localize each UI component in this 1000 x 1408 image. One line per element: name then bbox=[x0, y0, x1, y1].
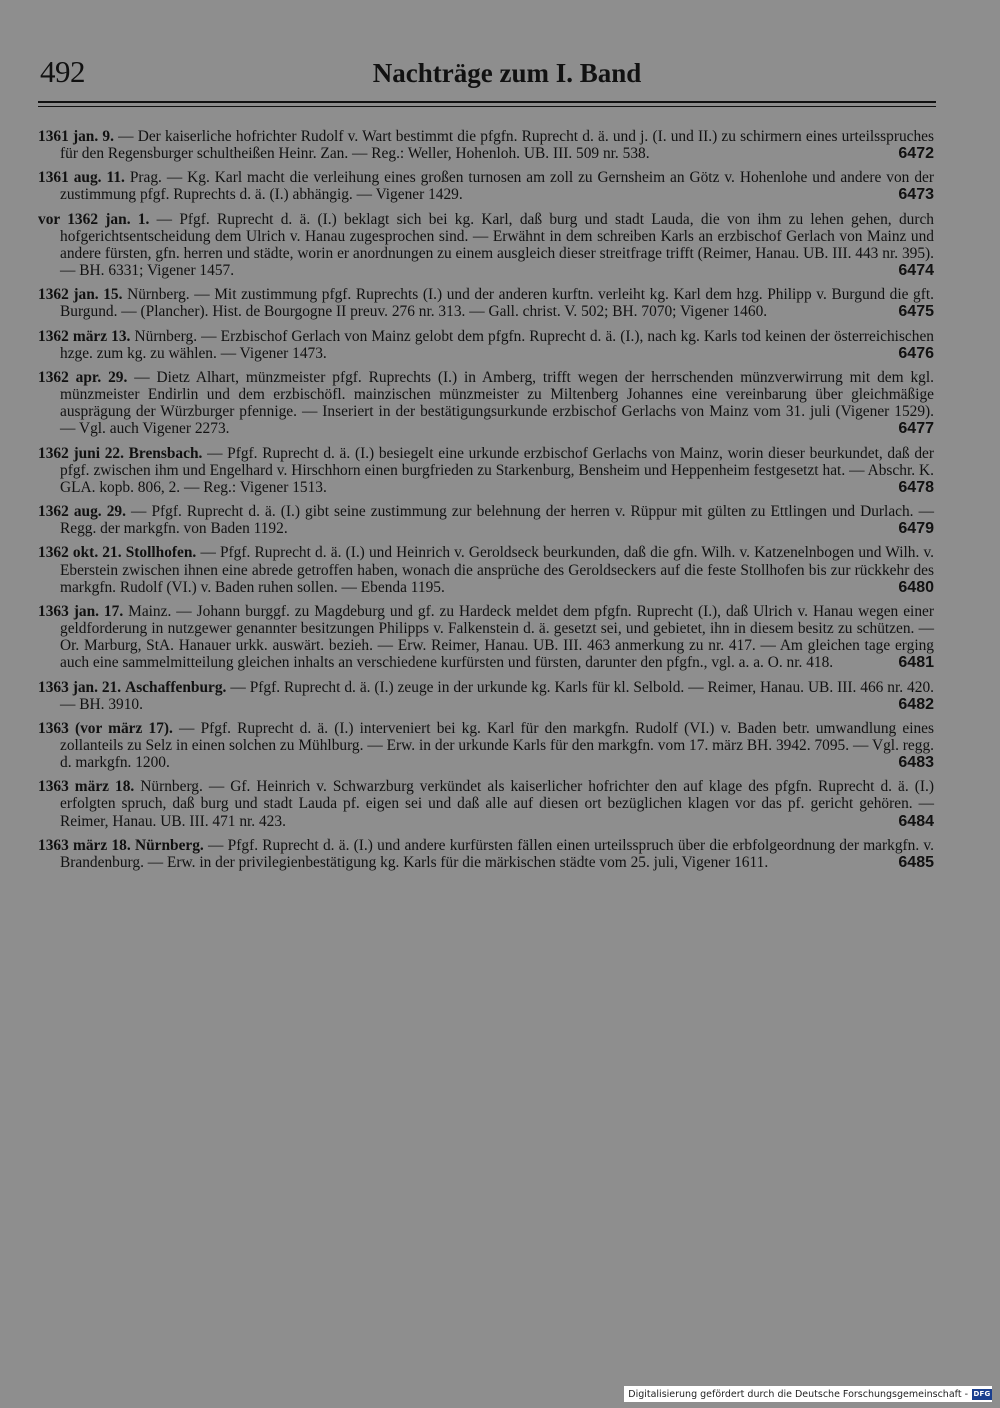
entry-number: 6478 bbox=[892, 479, 934, 496]
entry-number: 6485 bbox=[892, 854, 934, 871]
entry-text: — Pfgf. Ruprecht d. ä. (I.) und andere kurfürsten fällen einen urteilsspruch über die erbfolgeordnung der markgfn. v. Brandenburg. — Erw. in der privilegienbestätigung kg. Karls für die märkischen städte vom 25. juli, Vigener 1611. bbox=[60, 836, 934, 871]
entry-head bbox=[38, 503, 126, 520]
dfg-logo-icon: DFG bbox=[973, 1390, 991, 1398]
entry-text: — Mit zustimmung pfgf. Ruprechts (I.) und der anderen kurftn. verleiht kg. Karl dem hzg. Philipp v. Burgund die gft. Burgund. — (Plancher). Hist. de Bourgogne II preuv. 276 nr. 313. — Gall. christ. V. 502; BH. 7070; Vigener 1460. bbox=[60, 286, 934, 321]
header-rule-thick bbox=[38, 101, 936, 103]
entry-number: 6477 bbox=[892, 420, 934, 437]
regest-entry bbox=[38, 328, 934, 362]
entry-text: — Kg. Karl macht die verleihung eines großen turnosen am zoll zu Gernsheim an Götz v. Hohenlohe und andere von der zustimmung pfgf. Ruprechts d. ä. (I.) abhängig. — Vigener 1429. bbox=[60, 169, 934, 204]
regest-entry bbox=[38, 837, 934, 871]
entry-text: — Pfgf. Ruprecht d. ä. (I.) besiegelt eine urkunde erzbischof Gerlachs von Mainz, worin dieser beurkundet, daß der pfgf. zwischen ihm und Engelhard v. Hirschhorn einen burgfrieden zu Starkenburg, Bensheim und Heppenheim festgesetzt hat. — Abschr. K. GLA. kopb. 806, 2. — Reg.: Vigener 1513. bbox=[60, 444, 934, 496]
entry-place: Prag. bbox=[129, 169, 162, 187]
regest-entry bbox=[38, 445, 934, 496]
entry-head bbox=[38, 720, 173, 737]
entry-date: 1363 märz 18. bbox=[38, 836, 131, 854]
entry-number: 6475 bbox=[892, 303, 934, 320]
entry-head bbox=[38, 778, 203, 795]
entry-head bbox=[38, 211, 149, 228]
entry-place: Nürnberg. bbox=[134, 836, 204, 854]
page-number: 492 bbox=[40, 54, 85, 89]
entry-text: — Pfgf. Ruprecht d. ä. (I.) interveniert bei kg. Karl für den markgfn. Rudolf (VI.) v. Baden betr. umwandlung eines zollanteils zu Selz in einen solchen zu Mühlburg. — Erw. in der urkunde Karls für den markgfn. vom 17. märz BH. 3942. 7095. — Vgl. regg. d. markgfn. 1200. bbox=[60, 719, 934, 772]
entry-place: Nürnberg. bbox=[140, 778, 203, 796]
entry-text: — Pfgf. Ruprecht d. ä. (I.) und Heinrich v. Geroldseck beurkunden, daß die gfn. Wilh. v. Katzenelnbogen und Wilh. v. Eberstein zwischen ihnen eine abrede getroffen haben, wonach die ansprüche des Geroldseckers auf die feste Stollhofen bis zur rückkehr des markgfn. Rudolf (VI.) v. Baden ruhen sollen. — Ebenda 1195. bbox=[60, 544, 934, 596]
entry-head bbox=[38, 128, 114, 145]
entry-number: 6480 bbox=[892, 579, 934, 596]
entry-place: Aschaffenburg. bbox=[125, 678, 227, 696]
entry-place: Nürnberg. bbox=[134, 327, 198, 345]
regest-entry bbox=[38, 679, 934, 713]
entry-text: — Der kaiserliche hofrichter Rudolf v. Wart bestimmt die pfgfn. Ruprecht d. ä. und j. (I. und II.) zu schirmern eines urteilsspruches für den Regensburger schultheißen Heinr. Zan. — Reg.: Weller, Hohenloh. UB. III. 509 nr. 538. bbox=[60, 128, 934, 163]
entry-head bbox=[38, 679, 226, 696]
regest-entry bbox=[38, 503, 934, 537]
regesta-entries bbox=[38, 128, 934, 878]
footer-credit bbox=[624, 1386, 992, 1402]
entry-date: 1363 jan. 17. bbox=[38, 602, 124, 620]
entry-date: 1363 jan. 21. bbox=[38, 678, 122, 696]
regest-entry bbox=[38, 128, 934, 162]
entry-head bbox=[38, 603, 171, 620]
header-rule-thin bbox=[38, 106, 936, 107]
entry-head bbox=[38, 837, 204, 854]
entry-date: 1361 aug. 11. bbox=[38, 169, 125, 187]
entry-date: 1361 jan. 9. bbox=[38, 128, 114, 145]
entry-number: 6473 bbox=[892, 186, 934, 203]
entry-number: 6481 bbox=[892, 654, 934, 671]
entry-head bbox=[38, 369, 127, 386]
page-header bbox=[38, 52, 936, 100]
entry-head bbox=[38, 286, 190, 303]
entry-date: 1363 (vor märz 17). bbox=[38, 719, 173, 737]
entry-date: 1362 aug. 29. bbox=[38, 503, 126, 521]
entry-date: 1363 märz 18. bbox=[38, 778, 135, 796]
regest-entry bbox=[38, 369, 934, 437]
footer-text: Digitalisierung gefördert durch die Deutsche Forschungsgemeinschaft - bbox=[628, 1388, 968, 1400]
entry-head bbox=[38, 169, 162, 186]
regest-entry bbox=[38, 720, 934, 771]
regest-entry bbox=[38, 778, 934, 829]
entry-date: 1362 jan. 15. bbox=[38, 286, 123, 304]
entry-date: 1362 märz 13. bbox=[38, 327, 131, 345]
entry-text: — Erzbischof Gerlach von Mainz gelobt dem pfgfn. Ruprecht d. ä. (I.), nach kg. Karls tod keinen der österreichischen hzge. zum kg. zu wählen. — Vigener 1473. bbox=[60, 327, 934, 362]
entry-number: 6479 bbox=[892, 520, 934, 537]
entry-place: Nürnberg. bbox=[127, 286, 190, 304]
regest-entry bbox=[38, 286, 934, 320]
entry-number: 6472 bbox=[892, 145, 934, 162]
entry-date: 1362 okt. 21. bbox=[38, 544, 122, 562]
entry-date: vor 1362 jan. 1. bbox=[38, 210, 150, 228]
entry-number: 6476 bbox=[892, 345, 934, 362]
entry-number: 6484 bbox=[892, 813, 934, 830]
entry-head bbox=[38, 328, 197, 345]
entry-text: — Gf. Heinrich v. Schwarzburg verkündet als kaiserlicher hofrichter den auf klage des pfgfn. Ruprecht d. ä. (I.) erfolgten spruch, daß burg und stadt Lauda pf. eigen sei und daß alle auf diesen ort bezüglichen klagen vor das pf. gericht gehören. — Reimer, Hanau. UB. III. 471 nr. 423. bbox=[60, 778, 934, 830]
entry-date: 1362 juni 22. bbox=[38, 444, 124, 462]
entry-number: 6483 bbox=[892, 754, 934, 771]
regest-entry bbox=[38, 169, 934, 203]
regest-entry bbox=[38, 544, 934, 595]
entry-text: — Dietz Alhart, münzmeister pfgf. Ruprechts (I.) in Amberg, trifft wegen der herrschenden münzverwirrung mit dem kgl. münzmeister Endirlin und dem erzbischöfl. mainzischen münzmeister zu Miltenberg Johannes eine vereinbarung über gleichmäßige ausprägung der Würzburger pfennige. — Inseriert in der bestätigungsurkunde erzbischof Gerlachs von Mainz vom 31. juli (Vigener 1529). — Vgl. auch Vigener 2273. bbox=[60, 369, 934, 438]
running-title: Nachträge zum I. Band bbox=[372, 58, 642, 88]
entry-head bbox=[38, 544, 196, 561]
entry-date: 1362 apr. 29. bbox=[38, 369, 128, 387]
entry-place: Stollhofen. bbox=[125, 544, 197, 562]
regest-entry bbox=[38, 211, 934, 279]
entry-text: — Pfgf. Ruprecht d. ä. (I.) zeuge in der urkunde kg. Karls für kl. Selbold. — Reimer, Hanau. UB. III. 466 nr. 420. — BH. 3910. bbox=[60, 678, 934, 713]
entry-text: — Johann burggf. zu Magdeburg und gf. zu Hardeck meldet dem pfgfn. Ruprecht (I.), daß Ulrich v. Hanau wegen einer geldforderung in nutzgewer genannter besitzungen Philipps v. Falkenstein d. ä. gesetzt sei, und gebietet, ihn in diesem besitz zu schützen. — Or. Marburg, StA. Hanauer urkk. auswärt. bezieh. — Erw. Reimer, Hanau. UB. III. 463 anmerkung zu nr. 417. — Am gleichen tage erging auch eine sammelmitteilung gleichen inhalts an verschiedene kurfürsten und fürsten, darunter den pfgfn., vgl. a. a. O. nr. 418. bbox=[60, 602, 934, 672]
regest-entry bbox=[38, 603, 934, 671]
entry-text: — Pfgf. Ruprecht d. ä. (I.) beklagt sich bei kg. Karl, daß burg und stadt Lauda, die von ihm zu lehen gehen, durch hofgerichtsentscheidung dem Ulrich v. Hanau zugesprochen sind. — Erwähnt in dem schreiben Karls an erzbischof Gerlach von Mainz und andere fürsten, gfn. herren und städte, worin er anordnungen zu einem ausgleich dieser streitfrage trifft (Reimer, Hanau. UB. III. 443 nr. 395). — BH. 6331; Vigener 1457. bbox=[60, 210, 934, 280]
entry-number: 6482 bbox=[892, 696, 934, 713]
entry-head bbox=[38, 445, 202, 462]
entry-text: — Pfgf. Ruprecht d. ä. (I.) gibt seine zustimmung zur belehnung der herren v. Rüppur mit gülten zu Ettlingen und Durlach. — Regg. der markgfn. von Baden 1192. bbox=[60, 503, 934, 538]
entry-number: 6474 bbox=[892, 262, 934, 279]
entry-place: Brensbach. bbox=[128, 444, 203, 462]
entry-place: Mainz. bbox=[128, 602, 172, 620]
